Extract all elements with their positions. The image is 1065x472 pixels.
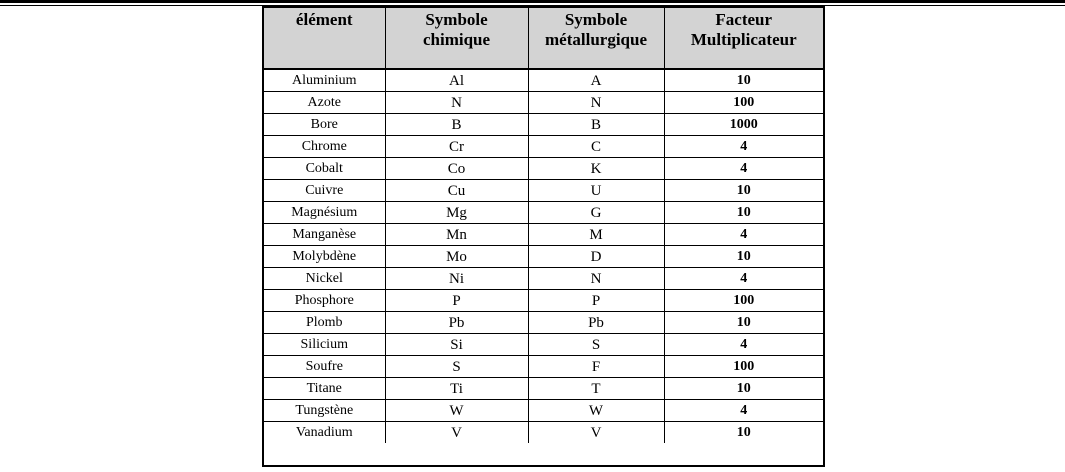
cell-multiplier: 4 — [664, 268, 823, 290]
table-row — [264, 400, 823, 422]
table-row — [264, 312, 823, 334]
cell-element: Nickel — [264, 268, 385, 290]
cell-metallurgical-symbol: Pb — [528, 312, 664, 334]
table-row — [264, 92, 823, 114]
cell-metallurgical-symbol: M — [528, 224, 664, 246]
cell-chemical-symbol: Mn — [385, 224, 528, 246]
table-row — [264, 378, 823, 400]
cell-chemical-symbol: V — [385, 422, 528, 444]
cell-multiplier: 10 — [664, 202, 823, 224]
cell-metallurgical-symbol: A — [528, 69, 664, 92]
cell-metallurgical-symbol: K — [528, 158, 664, 180]
header-multiplier-label: Facteur Multiplicateur — [690, 10, 797, 49]
cell-metallurgical-symbol: N — [528, 268, 664, 290]
header-multiplier — [664, 8, 823, 69]
cell-multiplier: 10 — [664, 246, 823, 268]
cell-element: Azote — [264, 92, 385, 114]
cell-element: Manganèse — [264, 224, 385, 246]
cell-chemical-symbol: Ni — [385, 268, 528, 290]
page-top-rule — [0, 0, 1065, 3]
cell-metallurgical-symbol: D — [528, 246, 664, 268]
table-row — [264, 158, 823, 180]
table-row — [264, 356, 823, 378]
cell-element: Phosphore — [264, 290, 385, 312]
cell-chemical-symbol: Mg — [385, 202, 528, 224]
table-row — [264, 268, 823, 290]
header-chemical-symbol-label: Symbole chimique — [422, 10, 491, 49]
cell-metallurgical-symbol: U — [528, 180, 664, 202]
cell-metallurgical-symbol: N — [528, 92, 664, 114]
cell-chemical-symbol: W — [385, 400, 528, 422]
cell-multiplier: 10 — [664, 69, 823, 92]
cell-chemical-symbol: P — [385, 290, 528, 312]
cell-element: Molybdène — [264, 246, 385, 268]
table-row — [264, 224, 823, 246]
cell-element: Tungstène — [264, 400, 385, 422]
table-row — [264, 202, 823, 224]
header-element-label: élément — [295, 10, 353, 29]
cell-element: Vanadium — [264, 422, 385, 444]
header-metallurgical-symbol — [528, 8, 664, 69]
header-element — [264, 8, 385, 69]
cell-multiplier: 100 — [664, 92, 823, 114]
cell-metallurgical-symbol: B — [528, 114, 664, 136]
cell-chemical-symbol: N — [385, 92, 528, 114]
cell-metallurgical-symbol: T — [528, 378, 664, 400]
cell-element: Plomb — [264, 312, 385, 334]
table-row — [264, 136, 823, 158]
cell-chemical-symbol: S — [385, 356, 528, 378]
cell-metallurgical-symbol: W — [528, 400, 664, 422]
cell-chemical-symbol: Cr — [385, 136, 528, 158]
cell-multiplier: 10 — [664, 180, 823, 202]
cell-element: Bore — [264, 114, 385, 136]
table-row — [264, 180, 823, 202]
cell-metallurgical-symbol: V — [528, 422, 664, 444]
table-row — [264, 114, 823, 136]
cell-chemical-symbol: Pb — [385, 312, 528, 334]
cell-multiplier: 4 — [664, 158, 823, 180]
cell-element: Soufre — [264, 356, 385, 378]
cell-chemical-symbol: Mo — [385, 246, 528, 268]
table-row — [264, 246, 823, 268]
header-row — [264, 8, 823, 69]
header-metallurgical-symbol-label: Symbole métallurgique — [545, 10, 647, 49]
cell-element: Cuivre — [264, 180, 385, 202]
cell-multiplier: 4 — [664, 400, 823, 422]
elements-table-frame — [262, 6, 825, 467]
cell-multiplier: 100 — [664, 356, 823, 378]
cell-multiplier: 4 — [664, 334, 823, 356]
cell-chemical-symbol: B — [385, 114, 528, 136]
table-body — [264, 69, 823, 443]
cell-multiplier: 100 — [664, 290, 823, 312]
cell-chemical-symbol: Cu — [385, 180, 528, 202]
cell-chemical-symbol: Al — [385, 69, 528, 92]
cell-element: Silicium — [264, 334, 385, 356]
cell-metallurgical-symbol: P — [528, 290, 664, 312]
cell-multiplier: 4 — [664, 136, 823, 158]
header-chemical-symbol — [385, 8, 528, 69]
cell-multiplier: 4 — [664, 224, 823, 246]
table-row — [264, 334, 823, 356]
cell-multiplier: 10 — [664, 312, 823, 334]
cell-metallurgical-symbol: S — [528, 334, 664, 356]
cell-metallurgical-symbol: F — [528, 356, 664, 378]
cell-multiplier: 10 — [664, 378, 823, 400]
elements-table — [264, 8, 823, 443]
cell-chemical-symbol: Si — [385, 334, 528, 356]
cell-element: Titane — [264, 378, 385, 400]
cell-element: Cobalt — [264, 158, 385, 180]
table-row — [264, 69, 823, 92]
cell-metallurgical-symbol: C — [528, 136, 664, 158]
cell-multiplier: 10 — [736, 424, 751, 440]
table-row — [264, 422, 823, 444]
cell-metallurgical-symbol: G — [528, 202, 664, 224]
cell-multiplier: 1000 — [664, 114, 823, 136]
table-header — [264, 8, 823, 69]
cell-element: Chrome — [264, 136, 385, 158]
cell-element: Magnésium — [264, 202, 385, 224]
cell-element: Aluminium — [264, 69, 385, 92]
table-row — [264, 290, 823, 312]
cell-chemical-symbol: Ti — [385, 378, 528, 400]
cell-chemical-symbol: Co — [385, 158, 528, 180]
